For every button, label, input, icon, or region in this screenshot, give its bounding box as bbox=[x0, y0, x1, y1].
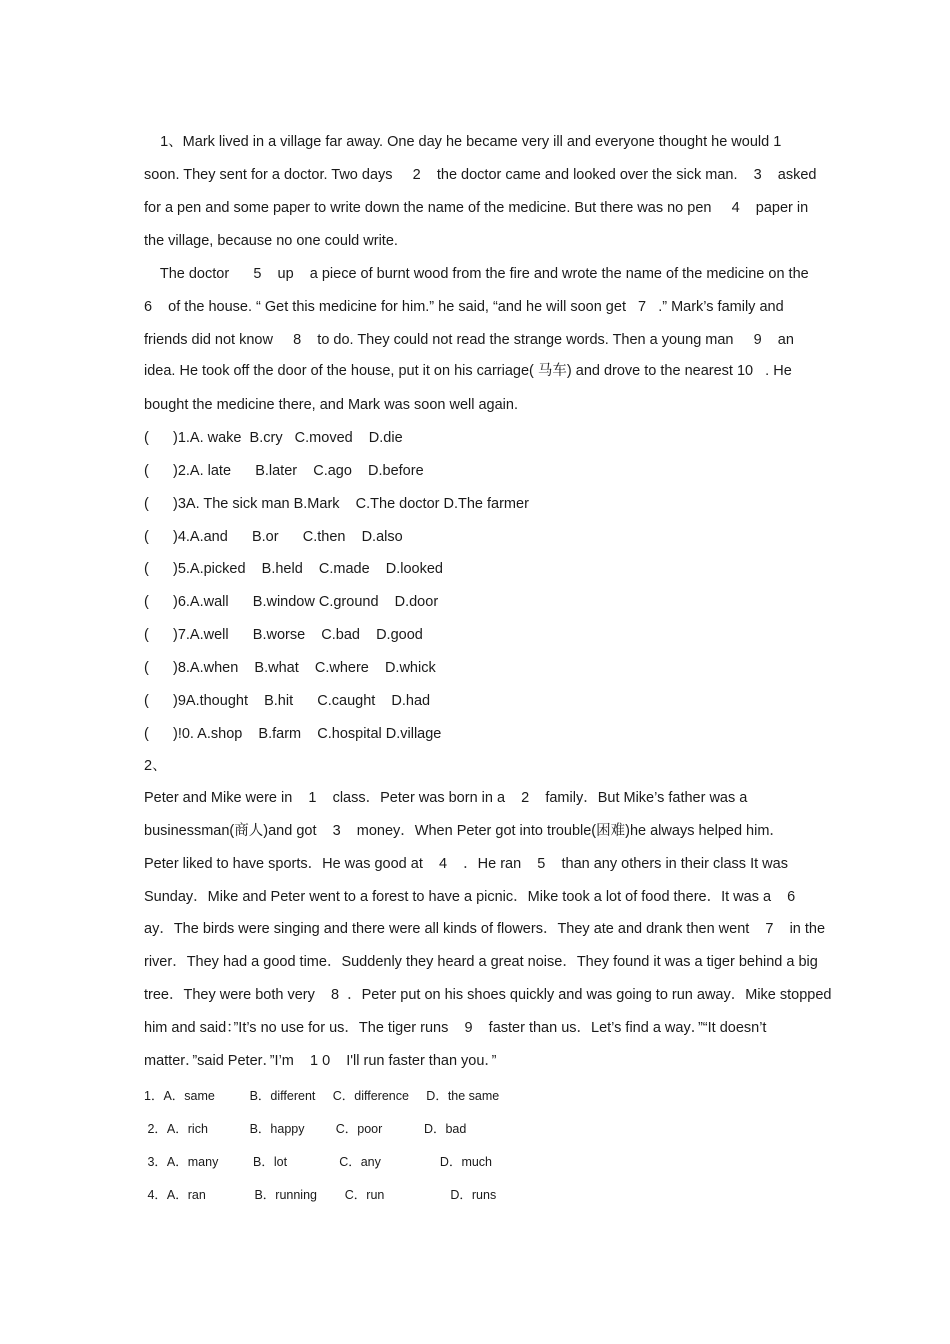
s1-passage-line: 1、Mark lived in a village far away. One day he became very ill and everyone thought he would 1 bbox=[144, 134, 782, 150]
s1-option-row: ( )4.A.and B.or C.then D.also bbox=[144, 529, 403, 545]
s2-passage-line: Sunday．Mike and Peter went to a forest to have a picnic．Mike took a lot of food there．It was a 6 bbox=[144, 889, 796, 905]
s2-passage-line: matter．”said Peter．”I’m 1 0 I'll run faster than you．” bbox=[144, 1053, 497, 1069]
s2-passage-line: businessman(商人)and got 3 money．When Peter got into trouble(困难)he always helped him． bbox=[144, 823, 784, 839]
s1-passage-line: soon. They sent for a doctor. Two days 2 the doctor came and looked over the sick man. 3 asked bbox=[144, 167, 817, 183]
s2-passage-line: him and said：”It’s no use for us．The tiger runs 9 faster than us．Let’s find a way．”“It doesn’t bbox=[144, 1020, 767, 1036]
s1-passage-line: The doctor 5 up a piece of burnt wood from the fire and wrote the name of the medicine on the bbox=[144, 266, 809, 282]
s2-passage-line: ay．The birds were singing and there were all kinds of flowers．They ate and drank then went 7 in the bbox=[144, 921, 826, 937]
s1-option-row: ( )9A.thought B.hit C.caught D.had bbox=[144, 693, 431, 709]
s2-option-row: 4．A．ran B．running C．run D．runs bbox=[144, 1188, 497, 1202]
s2-passage-line: river．They had a good time．Suddenly they heard a great noise．They found it was a tiger behind a big bbox=[144, 954, 818, 970]
s1-option-row: ( )6.A.wall B.window C.ground D.door bbox=[144, 594, 439, 610]
s1-option-row: ( )2.A. late B.later C.ago D.before bbox=[144, 463, 424, 479]
s1-option-row: ( )8.A.when B.what C.where D.whick bbox=[144, 660, 436, 676]
s1-option-row: ( )3A. The sick man B.Mark C.The doctor D.The farmer bbox=[144, 496, 529, 512]
s1-passage-line: bought the medicine there, and Mark was soon well again. bbox=[144, 397, 518, 413]
s2-option-row: 3．A．many B．lot C．any D．much bbox=[144, 1155, 493, 1169]
s1-passage-line: the village, because no one could write. bbox=[144, 233, 398, 249]
s1-passage-line: friends did not know 8 to do. They could not read the strange words. Then a young man 9 an bbox=[144, 332, 794, 348]
s1-option-row: ( )7.A.well B.worse C.bad D.good bbox=[144, 627, 423, 643]
s2-option-row: 2．A．rich B．happy C．poor D．bad bbox=[144, 1122, 467, 1136]
s1-passage-line: 6 of the house. “ Get this medicine for him.” he said, “and he will soon get 7 .” Mark’s family and bbox=[144, 299, 784, 315]
s2-passage-line: Peter and Mike were in 1 class．Peter was born in a 2 family．But Mike’s father was a bbox=[144, 790, 748, 806]
s1-passage-line: idea. He took off the door of the house, put it on his carriage( 马车) and drove to the nearest 10 . He bbox=[144, 363, 792, 379]
s2-passage-line: Peter liked to have sports．He was good at 4 ．He ran 5 than any others in their class It was bbox=[144, 856, 788, 872]
s2-number: 2、 bbox=[144, 758, 167, 774]
s1-option-row: ( )!0. A.shop B.farm C.hospital D.village bbox=[144, 726, 442, 742]
s2-passage-line: tree．They were both very 8 ．Peter put on his shoes quickly and was going to run away．Mike stopped bbox=[144, 987, 832, 1003]
s1-option-row: ( )1.A. wake B.cry C.moved D.die bbox=[144, 430, 403, 446]
s1-option-row: ( )5.A.picked B.held C.made D.looked bbox=[144, 561, 443, 577]
s2-option-row: 1．A．same B．different C．difference D．the same bbox=[144, 1089, 500, 1103]
s1-passage-line: for a pen and some paper to write down the name of the medicine. But there was no pen 4 paper in bbox=[144, 200, 809, 216]
